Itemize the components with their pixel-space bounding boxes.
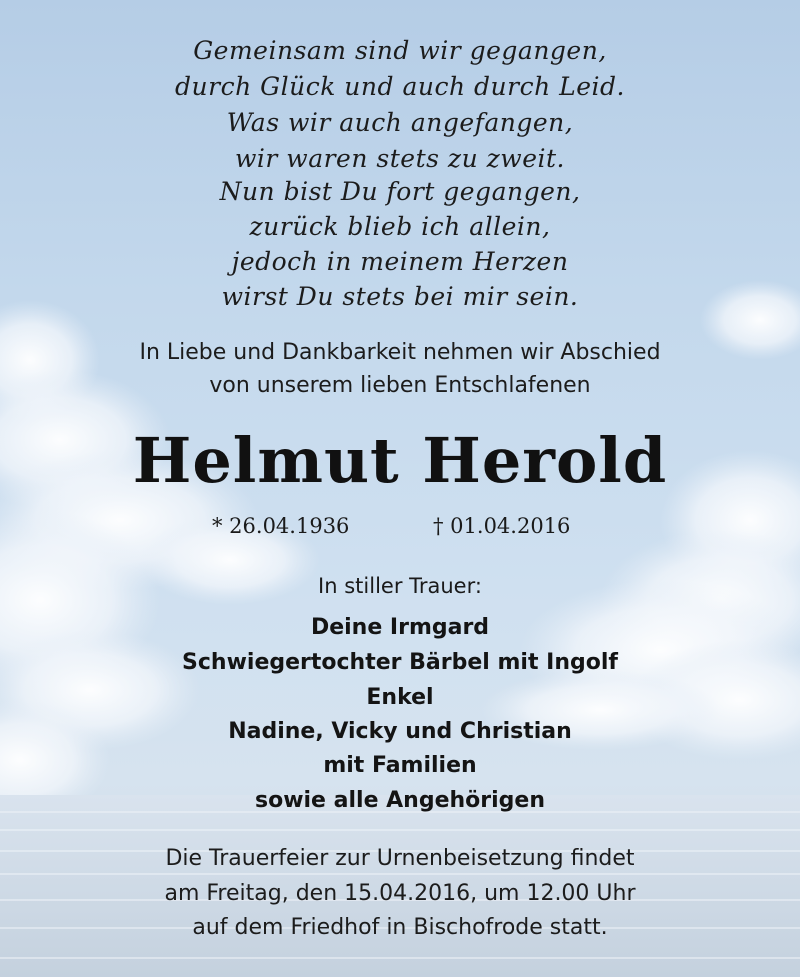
mourner-line: Schwiegertochter Bärbel mit Ingolf — [182, 650, 618, 675]
life-dates — [0, 514, 800, 542]
mourner-line: Nadine, Vicky und Christian — [228, 719, 572, 744]
funeral-info-line: am Freitag, den 15.04.2016, um 12.00 Uhr — [164, 881, 636, 906]
mourner-line: Deine Irmgard — [310, 615, 490, 640]
deceased-name: Helmut Herold — [132, 424, 668, 497]
intro-line: In Liebe und Dankbarkeit nehmen wir Abschied — [139, 340, 661, 365]
funeral-info-line: Die Trauerfeier zur Urnenbeisetzung findet — [165, 846, 635, 871]
poem-line: zurück blieb ich allein, — [249, 212, 551, 241]
birth-date: * 26.04.1936 — [212, 514, 350, 538]
poem-line: wirst Du stets bei mir sein. — [221, 282, 579, 311]
poem-line: Gemeinsam sind wir gegangen, — [193, 36, 607, 65]
mourner-line: sowie alle Angehörigen — [254, 788, 546, 813]
mourning-heading: In stiller Trauer: — [318, 574, 482, 598]
poem-line: Nun bist Du fort gegangen, — [219, 177, 581, 206]
intro-line: von unserem lieben Entschlafenen — [209, 373, 591, 398]
poem-line: wir waren stets zu zweit. — [235, 144, 565, 173]
poem-line: Was wir auch angefangen, — [226, 108, 574, 137]
funeral-info-line: auf dem Friedhof in Bischofrode statt. — [192, 915, 608, 940]
poem-line: jedoch in meinem Herzen — [231, 247, 569, 276]
mourner-line: Enkel — [366, 685, 434, 710]
death-date: † 01.04.2016 — [433, 514, 571, 538]
poem-line: durch Glück und auch durch Leid. — [175, 72, 625, 101]
mourner-line: mit Familien — [323, 753, 477, 778]
